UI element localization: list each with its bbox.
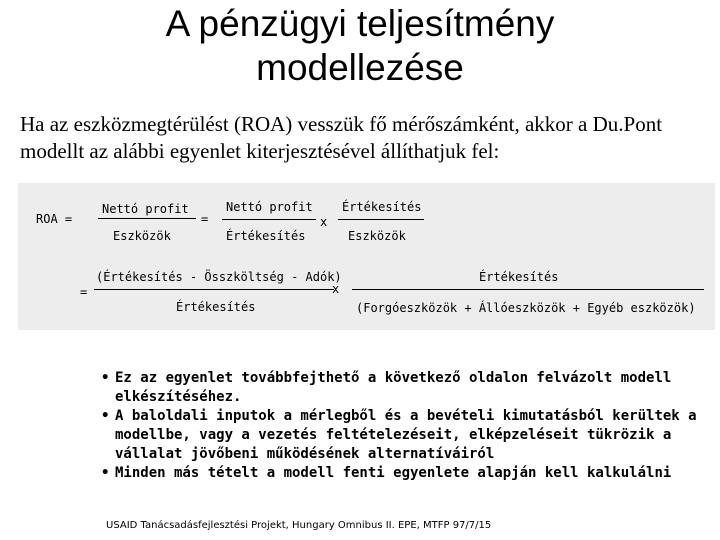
slide-title: [0, 2, 720, 90]
fraction-bar-4: [94, 289, 334, 290]
sales-denominator-3: Értékesítés: [176, 300, 256, 314]
bullet-item: [101, 464, 711, 483]
net-profit-numerator-1: Nettó profit: [102, 202, 189, 216]
net-profit-numerator-2: Nettó profit: [226, 200, 313, 214]
bullet-list: [101, 369, 711, 483]
title-line-1: A pénzügyi teljesítmény: [165, 3, 555, 44]
bullet-marker: •: [101, 408, 110, 424]
equals-sign-1: =: [201, 212, 209, 226]
expanded-numerator: (Értékesítés - Összköltség - Adók): [96, 270, 342, 284]
fraction-bar-1: [98, 218, 196, 219]
bullet-text: A baloldali inputok a mérlegből és a bevételi kimutatásból kerültek a modellbe, vagy a vezetés feltételezéseit, elképzeléseit tükrözik a vállalat jövőbeni működésének alternatíváiról: [115, 408, 697, 462]
bullet-marker: •: [101, 370, 110, 386]
roa-label: ROA =: [36, 212, 73, 226]
bullet-text: Minden más tételt a modell fenti egyenlete alapján kell kalkulálni: [115, 465, 672, 481]
bullet-marker: •: [101, 465, 110, 481]
sales-numerator-2: Értékesítés: [342, 200, 422, 214]
fraction-bar-5: [352, 289, 704, 290]
sales-numerator-4: Értékesítés: [479, 270, 559, 284]
formula-box: [18, 183, 715, 330]
expanded-denominator: (Forgóeszközök + Állóeszközök + Egyéb eszközök): [356, 301, 696, 315]
fraction-bar-3: [338, 219, 424, 220]
bullet-text: Ez az egyenlet továbbfejthető a következő oldalon felvázolt modell elkészítéséhez.: [115, 370, 672, 405]
bullet-item: [101, 369, 711, 407]
footer-credit: USAID Tanácsadásfejlesztési Projekt, Hungary Omnibus II. EPE, MTFP 97/7/15: [106, 520, 492, 531]
fraction-bar-2: [222, 219, 316, 220]
sales-denominator-1: Értékesítés: [226, 229, 306, 243]
bullet-item: [101, 407, 711, 464]
assets-denominator-2: Eszközök: [348, 229, 406, 243]
title-line-2: modellezése: [256, 47, 464, 88]
assets-denominator-1: Eszközök: [113, 229, 171, 243]
multiply-sign-1: x: [320, 215, 328, 229]
multiply-sign-2: x: [332, 282, 340, 296]
equals-sign-2: =: [80, 285, 88, 299]
intro-paragraph: Ha az eszközmegtérülést (ROA) vesszük fő mérőszámként, akkor a Du.Pont modellt az alábbi egyenlet kiterjesztésével állíthatjuk fel:: [20, 112, 663, 163]
